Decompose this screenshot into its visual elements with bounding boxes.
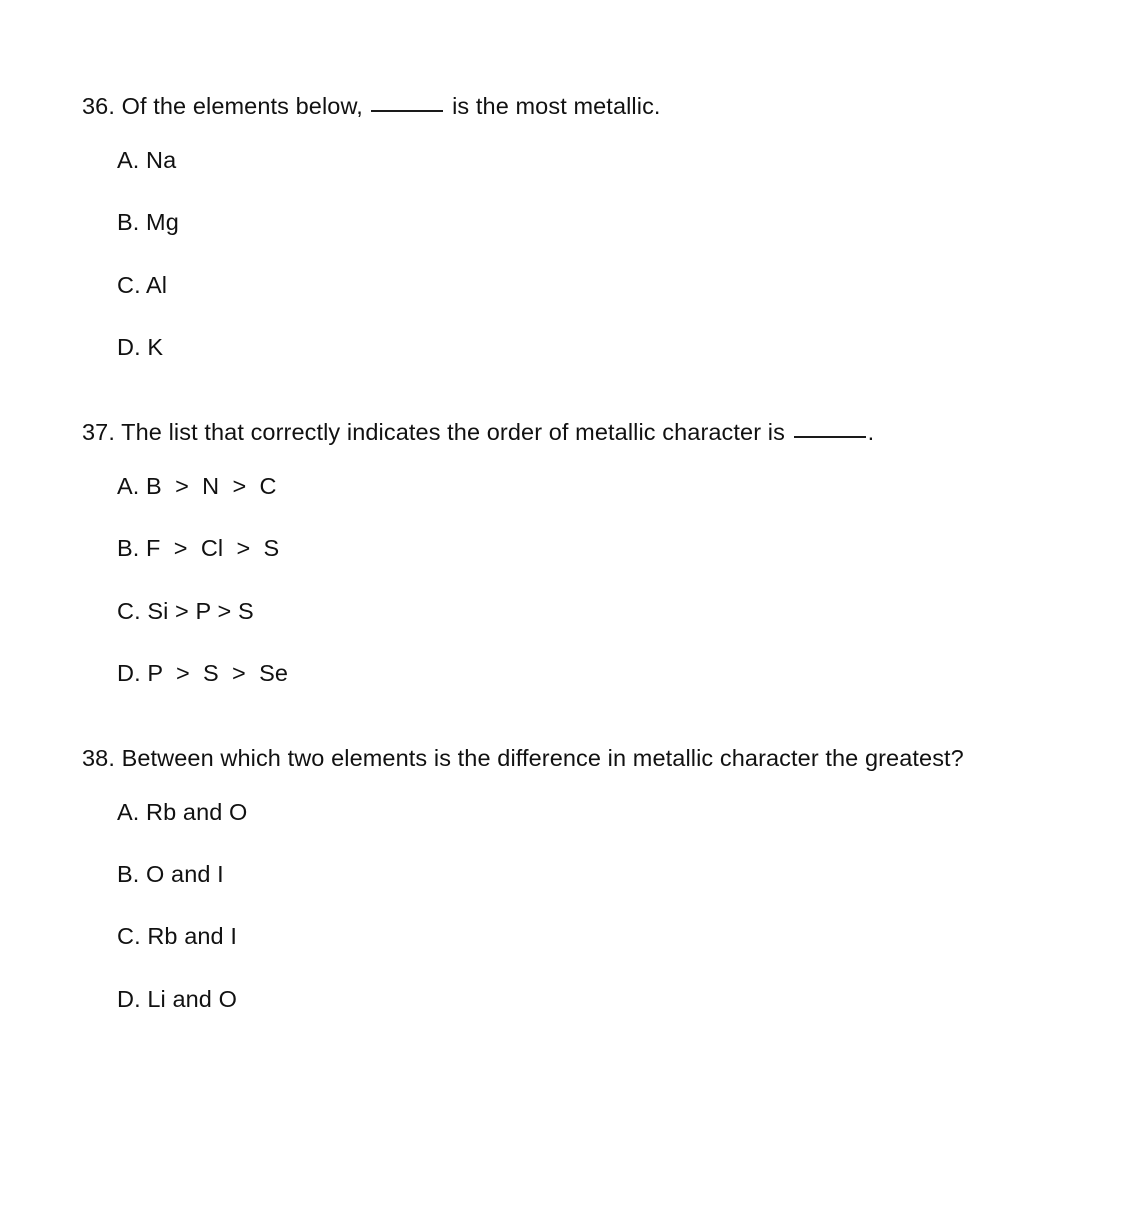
question-stem-text-36-part1: Of the elements below,: [114, 93, 370, 119]
option-text: K: [140, 333, 164, 360]
question-stem-36: [82, 92, 1067, 120]
options-list-37: [82, 472, 1067, 687]
option-letter: C.: [117, 271, 141, 298]
option-37-a[interactable]: [117, 472, 1067, 500]
option-text: Si > P > S: [140, 597, 254, 624]
question-block-38: [82, 744, 1067, 1013]
option-text: Rb and I: [140, 923, 237, 950]
option-letter: D.: [117, 333, 141, 360]
option-letter: B.: [117, 535, 140, 562]
option-letter: A.: [117, 147, 140, 174]
answer-blank-36[interactable]: [371, 95, 443, 112]
option-38-c[interactable]: [117, 922, 1067, 950]
option-text: Mg: [139, 209, 179, 236]
option-letter: B.: [117, 861, 140, 888]
option-text: Al: [140, 271, 168, 298]
option-letter: D.: [117, 985, 141, 1012]
option-text: F > Cl > S: [139, 535, 280, 562]
options-list-38: [82, 798, 1067, 1013]
option-38-d[interactable]: [117, 985, 1067, 1013]
option-letter: A.: [117, 799, 140, 826]
option-text: Na: [139, 147, 177, 174]
question-block-37: [82, 418, 1067, 687]
option-text: P > S > Se: [140, 659, 289, 686]
option-letter: D.: [117, 659, 141, 686]
question-stem-38: [82, 744, 1067, 772]
option-letter: C.: [117, 923, 141, 950]
answer-blank-37[interactable]: [794, 421, 866, 438]
question-stem-37: [82, 418, 1067, 446]
options-list-36: [82, 146, 1067, 361]
option-letter: A.: [117, 473, 140, 500]
question-number-37: 37.: [82, 418, 115, 445]
option-36-d[interactable]: [117, 333, 1067, 361]
option-38-b[interactable]: [117, 860, 1067, 888]
option-36-b[interactable]: [117, 208, 1067, 236]
question-number-36: 36.: [82, 93, 115, 119]
question-number-38: 38.: [82, 744, 115, 771]
option-text: Rb and O: [139, 799, 248, 826]
option-text: Li and O: [140, 985, 237, 1012]
option-38-a[interactable]: [117, 798, 1067, 826]
question-block-36: [82, 92, 1067, 361]
option-letter: B.: [117, 209, 140, 236]
option-37-b[interactable]: [117, 534, 1067, 562]
option-letter: C.: [117, 597, 141, 624]
question-stem-text-36-part2: is the most metallic.: [445, 93, 661, 119]
option-text: B > N > C: [139, 473, 277, 500]
question-stem-text-37-part2: .: [867, 418, 875, 445]
option-37-d[interactable]: [117, 659, 1067, 687]
option-36-c[interactable]: [117, 271, 1067, 299]
option-37-c[interactable]: [117, 597, 1067, 625]
question-stem-text-38-part1: Between which two elements is the difference in metallic character the greatest?: [114, 744, 964, 771]
question-stem-text-37-part1: The list that correctly indicates the order of metallic character is: [114, 418, 792, 445]
option-36-a[interactable]: [117, 146, 1067, 174]
option-text: O and I: [139, 861, 224, 888]
